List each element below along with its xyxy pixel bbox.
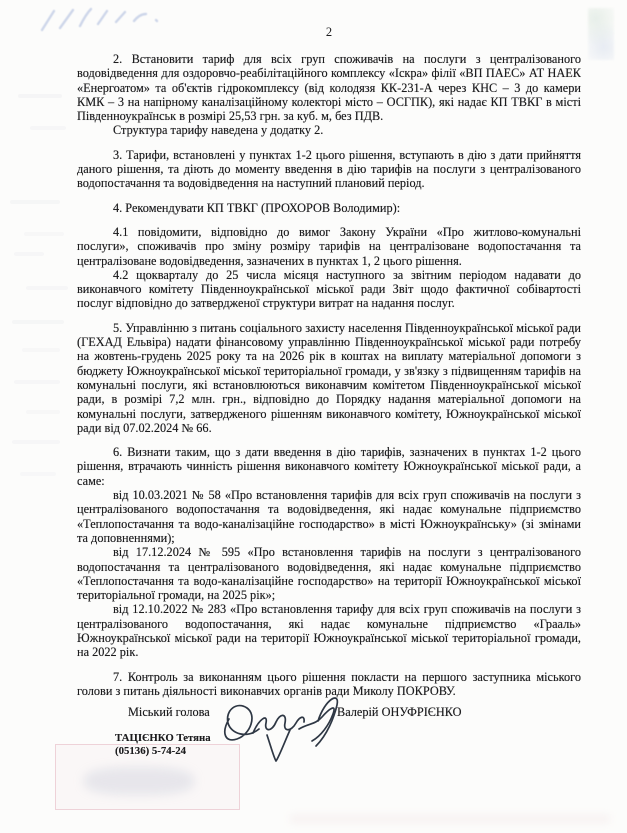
paragraph-7: 7. Контроль за виконанням цього рішення покласти на першого заступника міського голови з питань діяльності виконавчих органів ради Миколу ПОКРОВУ. [77,669,581,698]
paragraph-2-note: Структура тарифу наведена у додатку 2. [113,123,324,138]
paragraph-4-2: 4.2 щокварталу до 25 числа місяця наступного за звітним періодом надавати до виконавчого комітету Південноукраїнської міської ради Звіт щодо фактичної собівартості послуг відповідно до затвердженої структури витрат на надання послуг. [77,267,581,311]
executor-phone: (05136) 5-74-24 [115,744,187,757]
paragraph-6-item-3: від 12.10.2022 № 283 «Про встановлення тарифу для всіх груп споживачів на послуги з централізованого водопостачання, які надає комунальне підприємство «Грааль» Южноукраїнської міської ради на території Южноукраїнської міської територіальної громади, на 2022 рік. [77,602,581,660]
signer-name: Валерій ОНУФРІЄНКО [337,705,462,720]
executor-block [115,732,581,757]
scan-tint-artifact [290,814,610,824]
paragraph-6: 6. Визнати таким, що з дати введення в дію тарифів, зазначених в пунктах 1-2 цього рішення, втрачають чинність рішення виконавчого комітету Южноукраїнської міської ради, а саме: [77,445,581,488]
paragraph-4: 4. Рекомендувати КП ТВКГ (ПРОХОРОВ Володимир): [113,200,401,215]
paragraph-4-1: 4.1 повідомити, відповідно до вимог Закону України «Про житлово-комунальні послуги», споживачів про зміну розміру тарифів на централізоване водопостачання та централізоване водовідведення, зазначених в пунктах 1, 2 цього рішення. [77,224,581,268]
page-number: 2 [325,25,333,39]
paragraph-2: 2. Встановити тариф для всіх груп споживачів на послуги з централізованого водовідведення для оздоровчо-реабілітаційного комплексу «Іскра» філії «ВП ПАЕС» АТ НАЕК «Енергоатом» та об'єктів гідрокомплексу (від колодязя КК-231-А через КНС – 3 до камери КМК – 3 на напірному каналізаційному колекторі місто – ОСГПК), які надає КП ТВКГ в місті Південноукраїнськ в розмірі 25,53 грн. за куб. м, без ПДВ. [77,52,581,124]
paragraph-6-item-2: від 17.12.2024 № 595 «Про встановлення тарифів на послуги з централізованого водопостачання та централізованого водовідведення, які надає комунальне підприємство «Теплопостачання та водо-каналізаційне господарство» на території Южноукраїнської міської територіальної громади, на 2025 рік»; [77,545,581,603]
paragraph-3: 3. Тарифи, встановлені у пунктах 1-2 цього рішення, вступають в дію з дати прийняття даного рішення, та діють до моменту введення в дію тарифів на послуги з централізованого водопостачання та водовідведення на наступний плановий період. [77,147,581,191]
stamp-smudge-artifact [84,767,194,795]
scan-smudge-artifact [588,8,614,60]
signer-title: Міський голова [128,705,210,720]
paragraph-5: 5. Управлінню з питань соціального захисту населення Південноукраїнської міської ради (ГЕХАД Ельвіра) надати фінансовому управлінню Південноукраїнської міської ради потребу на жовтень-грудень 2025 року та на 2026 рік в коштах на виплату матеріальної допомоги з бюджету Южноукраїнської міської територіальної громади, у зв'язку з підвищенням тарифів на комунальні послуги, які встановлюються виконавчим комітетом Південноукраїнської міської ради, в розмірі 7,2 млн. грн., відповідно до Порядку надання матеріальної допомоги на комунальні послуги, затвердженого рішенням виконавчого комітету, Южноукраїнської міської ради від 07.02.2024 № 66. [77,320,581,435]
bleedthrough-left-artifact [0,80,70,500]
document-body [77,52,581,757]
signature-block [77,705,581,723]
paragraph-6-item-1: від 10.03.2021 № 58 «Про встановлення тарифів для всіх груп споживачів на послуги з централізованого водопостачання та водовідведення, які надає комунальне підприємство «Теплопостачання та водо-каналізаційне господарство» в місті Южноукраїнську» (зі змінами та доповненнями); [77,488,581,545]
executor-name: ТАЦІЄНКО Тетяна [115,732,211,745]
